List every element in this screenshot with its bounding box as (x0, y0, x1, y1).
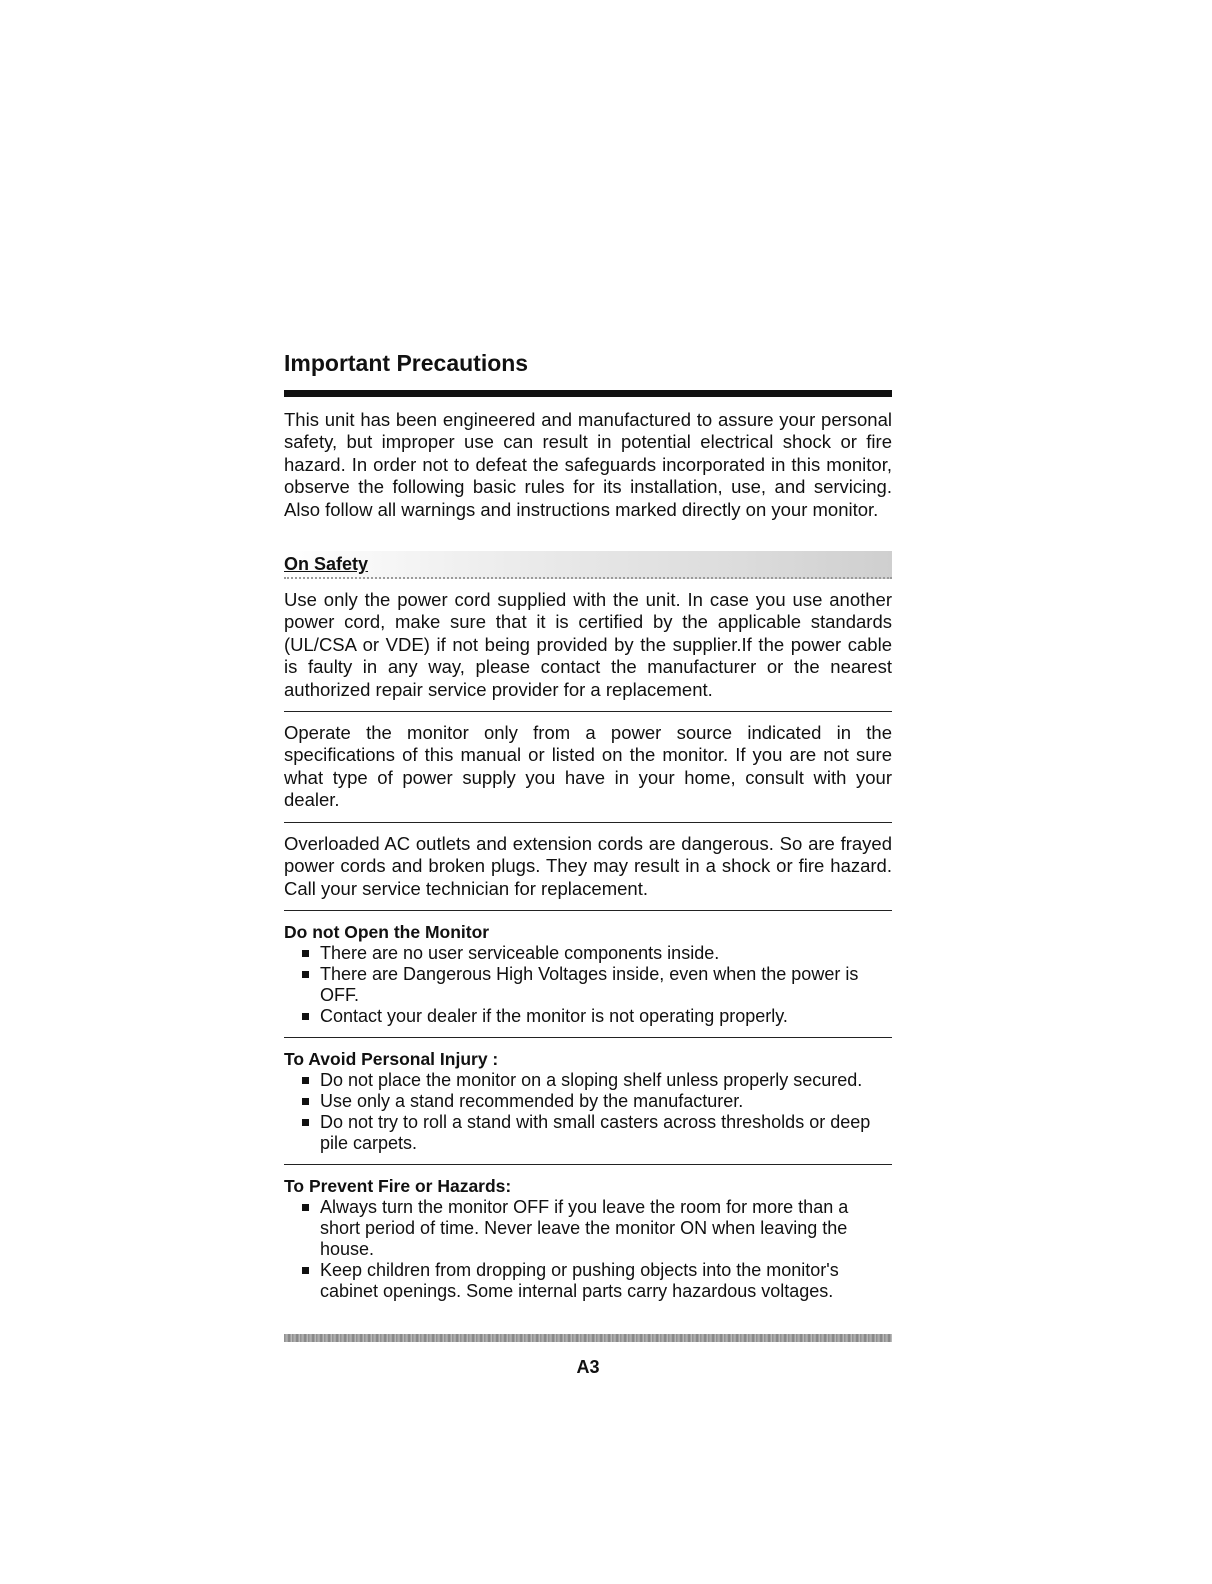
prevent-fire-list (284, 1197, 892, 1302)
list-item-text: Do not try to roll a stand with small casters across thresholds or deep pile carpets. (320, 1111, 871, 1153)
do-not-open-section (284, 911, 892, 1037)
list-item-text: Do not place the monitor on a sloping shelf unless properly secured. (320, 1069, 863, 1090)
square-bullet-icon (302, 1204, 309, 1211)
square-bullet-icon (302, 1098, 309, 1105)
list-item-text: There are no user serviceable components inside. (320, 942, 720, 963)
list-item-text: There are Dangerous High Voltages inside, even when the power is OFF. (320, 963, 859, 1005)
avoid-injury-list (284, 1070, 892, 1154)
do-not-open-heading: Do not Open the Monitor (284, 921, 490, 942)
list-item (302, 1260, 892, 1302)
list-item-text: Use only a stand recommended by the manufacturer. (320, 1090, 744, 1111)
avoid-injury-heading: To Avoid Personal Injury : (284, 1048, 499, 1069)
list-item (302, 1197, 892, 1260)
square-bullet-icon (302, 971, 309, 978)
safety-paragraph: Overloaded AC outlets and extension cords are dangerous. So are frayed power cords and broken plugs. They may result in a shock or fire hazard. Call your service technician for replacement. (284, 832, 892, 899)
do-not-open-list (284, 943, 892, 1027)
avoid-injury-section (284, 1038, 892, 1164)
prevent-fire-heading: To Prevent Fire or Hazards: (284, 1175, 512, 1196)
list-item-text: Contact your dealer if the monitor is not operating properly. (320, 1005, 788, 1026)
list-item (302, 1006, 892, 1027)
list-item (302, 1091, 892, 1112)
safety-block-1 (284, 579, 892, 711)
safety-paragraph: Operate the monitor only from a power source indicated in the specifications of this manual or listed on the monitor. If you are not sure what type of power supply you have in your home, consult with your dealer. (284, 722, 892, 811)
page-number: A3 (576, 1356, 600, 1377)
footer-band (284, 1334, 892, 1342)
on-safety-heading: On Safety (284, 554, 369, 575)
list-item (302, 964, 892, 1006)
list-item (302, 1112, 892, 1154)
square-bullet-icon (302, 1267, 309, 1274)
page-title: Important Precautions (284, 350, 529, 376)
square-bullet-icon (302, 950, 309, 957)
prevent-fire-section (284, 1165, 892, 1312)
square-bullet-icon (302, 1013, 309, 1020)
on-safety-band (284, 551, 892, 579)
safety-block-2 (284, 712, 892, 822)
square-bullet-icon (302, 1119, 309, 1126)
list-item (302, 943, 892, 964)
intro-paragraph: This unit has been engineered and manufactured to assure your personal safety, but improper use can result in potential electrical shock or fire hazard. In order not to defeat the safeguards incorporated in this monitor, observe the following basic rules for its installation, use, and servicing. Also follow all warnings and instructions marked directly on your monitor. (284, 409, 892, 520)
safety-paragraph: Use only the power cord supplied with the unit. In case you use another power cord, make sure that it is certified by the applicable standards (UL/CSA or VDE) if not being provided by the supplier.If the power cable is faulty in any way, please contact the manufacturer or the nearest authorized repair service provider for a replacement. (284, 589, 892, 700)
list-item-text: Always turn the monitor OFF if you leave the room for more than a short period of time. Never leave the monitor ON when leaving the house. (320, 1196, 849, 1259)
safety-block-3 (284, 823, 892, 910)
list-item-text: Keep children from dropping or pushing objects into the monitor's cabinet openings. Some internal parts carry hazardous voltages. (320, 1259, 839, 1301)
manual-page (284, 348, 892, 1378)
list-item (302, 1070, 892, 1091)
square-bullet-icon (302, 1077, 309, 1084)
title-rule (284, 390, 892, 397)
